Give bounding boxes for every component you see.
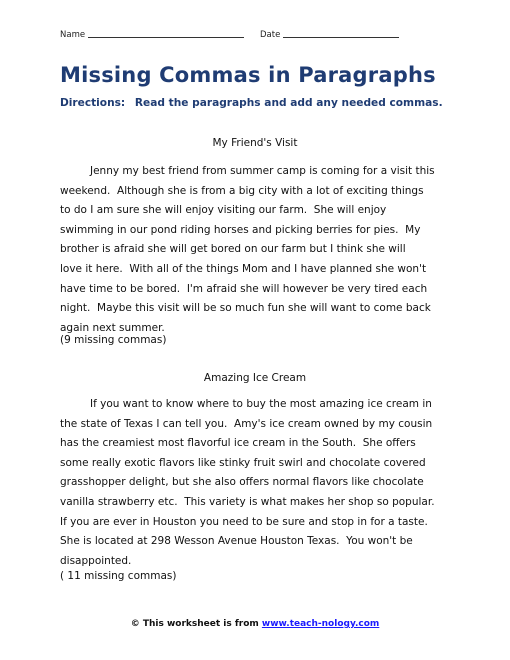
footer-text: © This worksheet is from: [130, 619, 259, 629]
story1-line: swimming in our pond riding horses and picking berries for pies. My: [60, 223, 421, 236]
story1-title: My Friend's Visit: [212, 137, 298, 149]
story1-comma-count: (9 missing commas): [60, 334, 167, 346]
story1-line: love it here. With all of the things Mom and I have planned she won't: [60, 262, 427, 275]
story2-line: vanilla strawberry etc. This variety is what makes her shop so popular.: [60, 495, 435, 508]
date-blank-line[interactable]: [283, 29, 399, 38]
story1-line: weekend. Although she is from a big city with a lot of exciting things: [60, 184, 424, 197]
story2-line: If you want to know where to buy the most amazing ice cream in: [90, 398, 432, 410]
story1-line: again next summer.: [60, 321, 165, 334]
name-date-header: [60, 29, 399, 40]
story1-line: have time to be bored. I'm afraid she will however be very tired each: [60, 282, 428, 295]
story1-line: Jenny my best friend from summer camp is coming for a visit this: [90, 165, 435, 177]
directions: [60, 97, 443, 109]
story2-paragraph: [60, 395, 452, 571]
story1-line: to do I am sure she will enjoy visiting our farm. She will enjoy: [60, 204, 387, 217]
story2-line: If you are ever in Houston you need to be sure and stop in for a taste.: [60, 515, 428, 528]
story2-line: disappointed.: [60, 554, 132, 567]
footer-link[interactable]: www.teach-nology.com: [261, 619, 380, 629]
story2-line: has the creamiest most flavorful ice cream in the South. She offers: [60, 437, 416, 450]
name-label: Name: [60, 30, 86, 40]
directions-label: Directions:: [60, 97, 126, 109]
story2-line: some really exotic flavors like stinky fruit swirl and chocolate covered: [60, 456, 426, 469]
page-title: Missing Commas in Paragraphs: [60, 63, 436, 87]
date-label: Date: [260, 30, 281, 40]
directions-text: Read the paragraphs and add any needed commas.: [134, 97, 443, 109]
story1-paragraph: [60, 162, 452, 338]
story2-line: grasshopper delight, but she also offers normal flavors like chocolate: [60, 476, 424, 489]
copyright-footer: [0, 619, 510, 629]
story1-line: brother is afraid she will get bored on our farm but I think she will: [60, 243, 406, 256]
story2-line: She is located at 298 Wesson Avenue Houston Texas. You won't be: [60, 535, 413, 548]
story2-line: the state of Texas I can tell you. Amy's ice cream owned by my cousin: [60, 417, 433, 430]
name-blank-line[interactable]: [88, 29, 244, 38]
story1-line: night. Maybe this visit will be so much fun she will want to come back: [60, 302, 431, 315]
story2-comma-count: ( 11 missing commas): [60, 570, 177, 582]
story2-title: Amazing Ice Cream: [203, 372, 307, 384]
